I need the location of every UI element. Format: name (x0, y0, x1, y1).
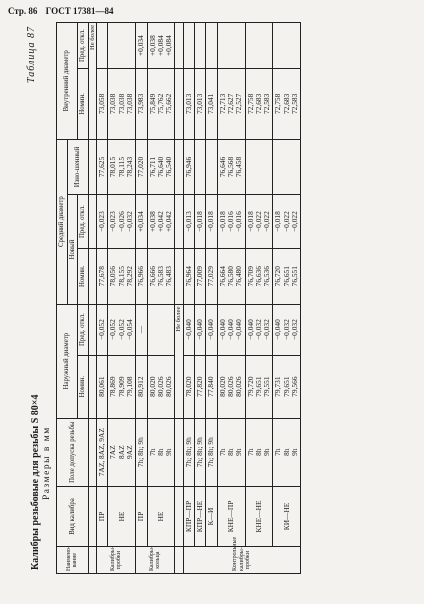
cell-outer-tol: −0,040 (183, 304, 194, 355)
cell-inner-tol (206, 23, 217, 69)
cell-outer-tol: −0,040 (195, 304, 206, 355)
cell-inner-nom: 73,013 (195, 69, 206, 139)
cell-field: 7AZ, 8AZ, 9AZ (97, 418, 108, 486)
cell-inner-nom: 73,013 (183, 69, 194, 139)
cell-type: ПР (136, 486, 147, 547)
col-worn: Изно-шенный (67, 139, 88, 195)
cell-inner-tol (217, 23, 245, 69)
cell-worn: 76,646 76,568 76,458 (217, 139, 245, 195)
cell-outer-nom: 80,020 80,026 80,026 (147, 355, 175, 418)
table-row (206, 23, 217, 574)
table-row (183, 23, 194, 574)
cell-type: НЕ (108, 486, 136, 547)
cell-mid-tol: −0,018 (206, 195, 217, 248)
cell-mid-tol: −0,018 (195, 195, 206, 248)
cell-type: ПР (97, 486, 108, 547)
cell-outer-tol: — (136, 304, 147, 355)
cell-worn: 78,015 78,115 78,243 (108, 139, 136, 195)
cell-outer-tol (147, 304, 175, 355)
cell-worn: 77,020 (136, 139, 147, 195)
rotated-page-body (28, 22, 398, 574)
table-row (147, 23, 175, 574)
table-title: Калибры резьбовые для резьбы S 80×4 (30, 394, 41, 570)
cell-outer-nom: 80,061 (97, 355, 108, 418)
cell-type: КПР—НЕ (195, 486, 206, 547)
table-row (195, 23, 206, 574)
group-rings: Калибры-кольца (136, 547, 175, 574)
col-new: Новый (67, 195, 78, 304)
cell-type: НЕ (147, 486, 175, 547)
cell-type: КНЕ—ПР (217, 486, 245, 547)
col-inner: Внутренний диаметр (57, 23, 78, 140)
page-header (8, 6, 408, 20)
cell-field: 7AZ 8AZ 9AZ (108, 418, 136, 486)
table-row (136, 23, 147, 574)
cell-worn (245, 139, 273, 195)
cell-mid-tol: −0,018 −0,022 −0,022 (273, 195, 301, 248)
cell-inner-tol: +0,038 +0,084 +0,084 (147, 23, 175, 69)
cell-field: 7h; 8h; 9h (183, 418, 194, 486)
cell-worn: 76,711 76,640 76,540 (147, 139, 175, 195)
cell-mid-tol: −0,023 −0,026 −0,032 (108, 195, 136, 248)
cell-inner-nom: 73,041 (206, 69, 217, 139)
cell-mid-tol: +0,034 (136, 195, 147, 248)
cell-outer-tol: −0,052 (97, 304, 108, 355)
cell-mid-nom: 76,966 (136, 248, 147, 304)
cell-mid-tol: −0,023 (97, 195, 108, 248)
cell-inner-nom: 72,758 72,683 72,583 (245, 69, 273, 139)
cell-outer-tol: −0,052 −0,052 −0,054 (108, 304, 136, 355)
cell-mid-nom: 76,666 76,583 76,483 (147, 248, 175, 304)
table-number: Таблица 87 (26, 26, 37, 83)
cell-field: 7h 8h 9h (245, 418, 273, 486)
cell-worn (206, 139, 217, 195)
cell-outer-tol: −0,040 −0,032 −0,032 (273, 304, 301, 355)
table-row (273, 23, 301, 574)
cell-mid-nom: 76,709 76,636 76,536 (245, 248, 273, 304)
cell-inner-nom: 72,713 72,627 72,527 (217, 69, 245, 139)
table-row (217, 23, 245, 574)
note-row (88, 23, 96, 574)
cell-inner-tol (195, 23, 206, 69)
cell-outer-nom: 78,869 78,909 79,108 (108, 355, 136, 418)
col-mid-nominal: Номин. (78, 248, 89, 304)
cell-type: К—И (206, 486, 217, 547)
cell-field: 7h; 8h; 9h (206, 418, 217, 486)
cell-field: 7h 8h 9h (273, 418, 301, 486)
cell-mid-tol: −0,018 −0,022 −0,022 (245, 195, 273, 248)
col-type: Вид калибра (57, 486, 89, 547)
cell-mid-nom: 76,664 76,580 76,480 (217, 248, 245, 304)
cell-outer-tol: −0,040 −0,040 −0,040 (217, 304, 245, 355)
standard-number: ГОСТ 17381—84 (45, 6, 114, 16)
cell-type: КИ—НЕ (273, 486, 301, 547)
header-row-1 (57, 23, 68, 574)
col-outer: Наружный диаметр (57, 304, 78, 418)
cell-mid-nom: 76,720 76,651 76,551 (273, 248, 301, 304)
gauge-table (56, 22, 301, 574)
col-inner-nominal: Номин. (78, 69, 89, 139)
not-more-note-outer: Не более (175, 304, 183, 418)
col-middle: Средний диаметр (57, 139, 68, 304)
cell-inner-tol (183, 23, 194, 69)
cell-worn: 76,946 (183, 139, 194, 195)
col-outer-nominal: Номин. (78, 355, 89, 418)
table-row (108, 23, 136, 574)
cell-mid-nom: 77,029 (206, 248, 217, 304)
cell-field: 7h 8h 9h (147, 418, 175, 486)
cell-mid-nom: 77,678 (97, 248, 108, 304)
page-number: Стр. 86 (8, 6, 38, 16)
table-row (245, 23, 273, 574)
cell-mid-tol: −0,013 (183, 195, 194, 248)
cell-worn: 77,625 (97, 139, 108, 195)
col-inner-tol: Пред. откл. (78, 23, 89, 69)
cell-inner-tol: +0,034 (136, 23, 147, 69)
cell-outer-nom: 80,912 (136, 355, 147, 418)
cell-type: КПР—ПР (183, 486, 194, 547)
group-plugs: Калибры-пробки (97, 547, 136, 574)
cell-worn (195, 139, 206, 195)
cell-mid-nom: 76,964 (183, 248, 194, 304)
cell-field: 7h 8h 9h (217, 418, 245, 486)
cell-outer-nom: 77,820 (195, 355, 206, 418)
cell-worn (273, 139, 301, 195)
cell-outer-tol: −0,040 −0,032 −0,032 (245, 304, 273, 355)
cell-mid-nom: 77,009 (195, 248, 206, 304)
cell-field: 7h; 8h; 9h (195, 418, 206, 486)
cell-outer-nom: 79,720 79,651 79,551 (245, 355, 273, 418)
not-more-row-outer (175, 23, 183, 574)
cell-outer-nom: 78,020 (183, 355, 194, 418)
cell-type: КНЕ—НЕ (245, 486, 273, 547)
table-row (97, 23, 108, 574)
cell-field: 7h; 8h; 9h (136, 418, 147, 486)
cell-mid-nom: 78,056 78,155 78,292 (108, 248, 136, 304)
cell-inner-tol (245, 23, 273, 69)
cell-inner-tol (273, 23, 301, 69)
group-control: Контрольные калибры-пробки (183, 547, 300, 574)
cell-outer-nom: 77,840 (206, 355, 217, 418)
cell-inner-tol (97, 23, 108, 69)
cell-outer-nom: 80,020 80,026 80,026 (217, 355, 245, 418)
cell-inner-tol (108, 23, 136, 69)
col-name: Наимено-вание (57, 547, 89, 574)
cell-inner-nom: 73,038 73,038 73,038 (108, 69, 136, 139)
cell-mid-tol: +0,038 +0,042 +0,042 (147, 195, 175, 248)
cell-inner-nom: 73,983 (136, 69, 147, 139)
cell-inner-nom: 73,058 (97, 69, 108, 139)
table-subtitle: Размеры в мм (42, 426, 52, 500)
cell-outer-nom: 79,731 79,651 79,566 (273, 355, 301, 418)
cell-outer-tol: −0,040 (206, 304, 217, 355)
cell-mid-tol: −0,018 −0,016 −0,016 (217, 195, 245, 248)
cell-inner-nom: 72,758 72,683 72,583 (273, 69, 301, 139)
col-field: Поле допуска резьбы (57, 418, 89, 486)
not-more-note-inner: Не более (88, 23, 96, 140)
col-mid-tol: Пред. откл. (78, 195, 89, 248)
col-outer-tol: Пред. откл. (78, 304, 89, 355)
cell-inner-nom: 75,849 75,762 75,662 (147, 69, 175, 139)
